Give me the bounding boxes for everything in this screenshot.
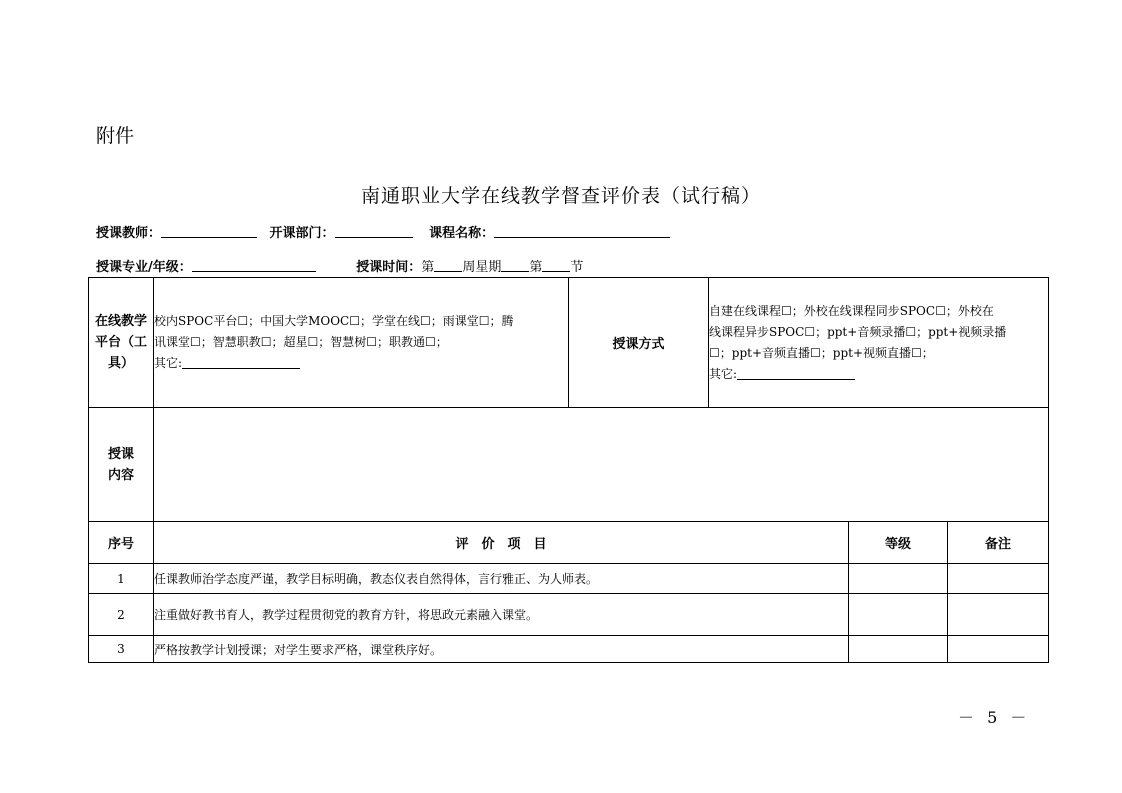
row-seq: 3 [89,636,154,663]
row-grade-field[interactable] [849,564,948,594]
content-label: 授课 内容 [89,408,154,522]
row-grade-field[interactable] [849,636,948,663]
dept-field[interactable] [335,225,413,238]
platform-label: 在线教学平台（工具） [89,278,154,408]
method-options[interactable]: 自建在线课程☐；外校在线课程同步SPOC☐；外校在 线课程异步SPOC☐；ppt+音频录播☐；ppt+视频录播 ☐；ppt+音频直播☐；ppt+视频直播☐； 其它: [709,278,1049,408]
time-week-prefix: 第 [421,260,435,275]
header-row [89,522,1049,564]
major-field[interactable] [192,259,316,272]
content-field[interactable] [154,408,1049,522]
teacher-field[interactable] [161,225,257,238]
items-header: 评 价 项 目 [154,522,849,564]
platform-options[interactable]: 校内SPOC平台☐；中国大学MOOC☐；学堂在线☐；雨课堂☐；腾 讯课堂☐；智慧职教☐；超星☐；智慧树☐；职教通☐； 其它: [154,278,569,408]
section-field[interactable] [542,259,570,272]
weekday-field[interactable] [501,259,529,272]
table-row [89,564,1049,594]
seq-header: 序号 [89,522,154,564]
row-item: 注重做好教书育人，教学过程贯彻党的教育方针，将思政元素融入课堂。 [154,594,849,636]
time-week-mid: 周星期 [462,260,502,275]
time-label: 授课时间： [356,260,422,275]
evaluation-table [88,277,1049,663]
row-seq: 1 [89,564,154,594]
row-item: 任课教师治学态度严谨，教学目标明确，教态仪表自然得体，言行雅正、为人师表。 [154,564,849,594]
header-fields-row-2 [96,256,583,275]
row-remarks-field[interactable] [948,564,1049,594]
content-row [89,408,1049,522]
dept-label: 开课部门： [269,226,335,241]
course-label: 课程名称： [429,226,495,241]
table-row [89,636,1049,663]
method-label: 授课方式 [569,278,709,408]
row-item: 严格按教学计划授课；对学生要求严格，课堂秩序好。 [154,636,849,663]
method-other-field[interactable] [737,367,855,380]
platform-row [89,278,1049,408]
attachment-label: 附件 [96,125,135,147]
week-field[interactable] [434,259,462,272]
platform-other-label: 其它: [154,356,183,370]
row-remarks-field[interactable] [948,594,1049,636]
method-other-label: 其它: [709,366,738,381]
platform-other-field[interactable] [182,356,300,369]
time-section-prefix: 第 [529,260,543,275]
header-fields-row-1 [96,222,678,241]
page-title: 南通职业大学在线教学督查评价表（试行稿） [360,185,761,207]
time-section-suffix: 节 [570,260,584,275]
grade-header: 等级 [849,522,948,564]
remarks-header: 备注 [948,522,1049,564]
row-remarks-field[interactable] [948,636,1049,663]
course-field[interactable] [494,225,670,238]
major-label: 授课专业/年级： [96,260,192,275]
row-grade-field[interactable] [849,594,948,636]
row-seq: 2 [89,594,154,636]
table-row [89,594,1049,636]
page-number: － 5 － [958,708,1031,727]
teacher-label: 授课教师： [96,226,162,241]
